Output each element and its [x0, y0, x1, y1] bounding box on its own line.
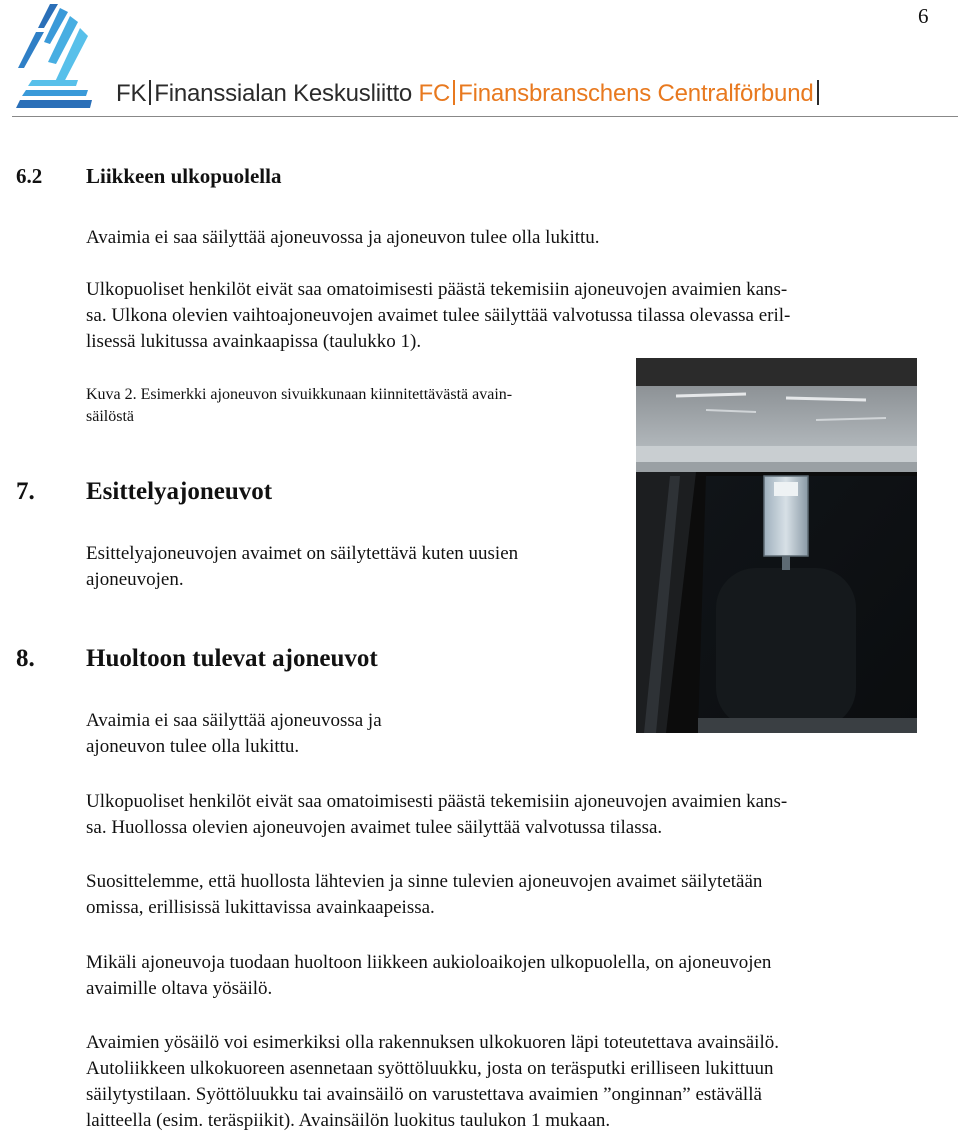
brand-end-bar [817, 80, 819, 105]
brand-divider [149, 80, 151, 105]
fk-logo-icon [16, 4, 96, 108]
text-line: avaimille oltava yösäilö. [86, 978, 273, 999]
text-line: Mikäli ajoneuvoja tuodaan huoltoon liikkeen aukioloaikojen ulkopuolella, on ajoneuvojen [86, 952, 772, 973]
text-line: Avaimia ei saa säilyttää ajoneuvossa ja [86, 710, 382, 731]
key-safe-photo [636, 358, 917, 733]
paragraph: Avaimia ei saa säilyttää ajoneuvossa ja ajoneuvon tulee olla lukittu. [86, 227, 600, 248]
text-line: sa. Huollossa olevien ajoneuvojen avaimet tulee säilyttää valvotussa tilassa. [86, 817, 663, 838]
paragraph [86, 789, 787, 841]
text-line: Esittelyajoneuvojen avaimet on säilytettävä kuten uusien [86, 543, 519, 564]
fc-abbrev: FC [418, 80, 451, 107]
section-number: 8. [16, 645, 35, 672]
section-title: Liikkeen ulkopuolella [86, 164, 282, 188]
text-line: Autoliikkeen ulkokuoreen asennetaan syöttöluukku, josta on teräsputki erilliseen lukittuun [86, 1058, 774, 1079]
header-brand [116, 80, 822, 108]
text-line: ajoneuvojen. [86, 569, 184, 590]
fc-name: Finansbranschens Centralförbund [458, 80, 814, 107]
text-line: Avaimien yösäilö voi esimerkiksi olla rakennuksen ulkokuoren läpi toteutettava avainsäilö. [86, 1032, 779, 1053]
fk-name: Finanssialan Keskusliitto [154, 80, 413, 107]
text-line: laitteella (esim. teräspiikit). Avainsäilön luokitus taulukon 1 mukaan. [86, 1110, 611, 1131]
fk-abbrev: FK [116, 80, 147, 107]
paragraph [86, 869, 762, 921]
paragraph [86, 541, 518, 593]
caption-line: Kuva 2. Esimerkki ajoneuvon sivuikkunaan kiinnitettävästä avain- [86, 386, 513, 403]
section-title: Huoltoon tulevat ajoneuvot [86, 645, 378, 672]
text-line: Ulkopuoliset henkilöt eivät saa omatoimisesti päästä tekemisiin ajoneuvojen avaimien kans- [86, 791, 788, 812]
caption-line: säilöstä [86, 408, 134, 425]
section-number: 7. [16, 478, 35, 505]
figure-caption [86, 384, 512, 428]
brand-divider [453, 80, 455, 105]
text-line: sa. Ulkona olevien vaihtoajoneuvojen avaimet tulee säilyttää valvotussa tilassa olevassa eril- [86, 305, 791, 326]
paragraph [86, 1030, 779, 1134]
text-line: säilytystilaan. Syöttöluukku tai avainsäilö on varustettava avaimien ”onginnan” estävällä [86, 1084, 762, 1105]
text-line: Ulkopuoliset henkilöt eivät saa omatoimisesti päästä tekemisiin ajoneuvojen avaimien kans- [86, 279, 788, 300]
paragraph [86, 277, 790, 355]
section-title: Esittelyajoneuvot [86, 478, 273, 505]
text-line: omissa, erillisissä lukittavissa avainkaapeissa. [86, 897, 435, 918]
paragraph [86, 950, 771, 1002]
paragraph [86, 708, 382, 760]
text-line: ajoneuvon tulee olla lukittu. [86, 736, 300, 757]
text-line: lisessä lukitussa avainkaapissa (taulukko 1). [86, 331, 422, 352]
page-number: 6 [918, 4, 929, 28]
text-line: Suosittelemme, että huollosta lähtevien ja sinne tulevien ajoneuvojen avaimet säilytetään [86, 871, 763, 892]
header-rule [12, 116, 958, 117]
section-number: 6.2 [16, 164, 43, 188]
